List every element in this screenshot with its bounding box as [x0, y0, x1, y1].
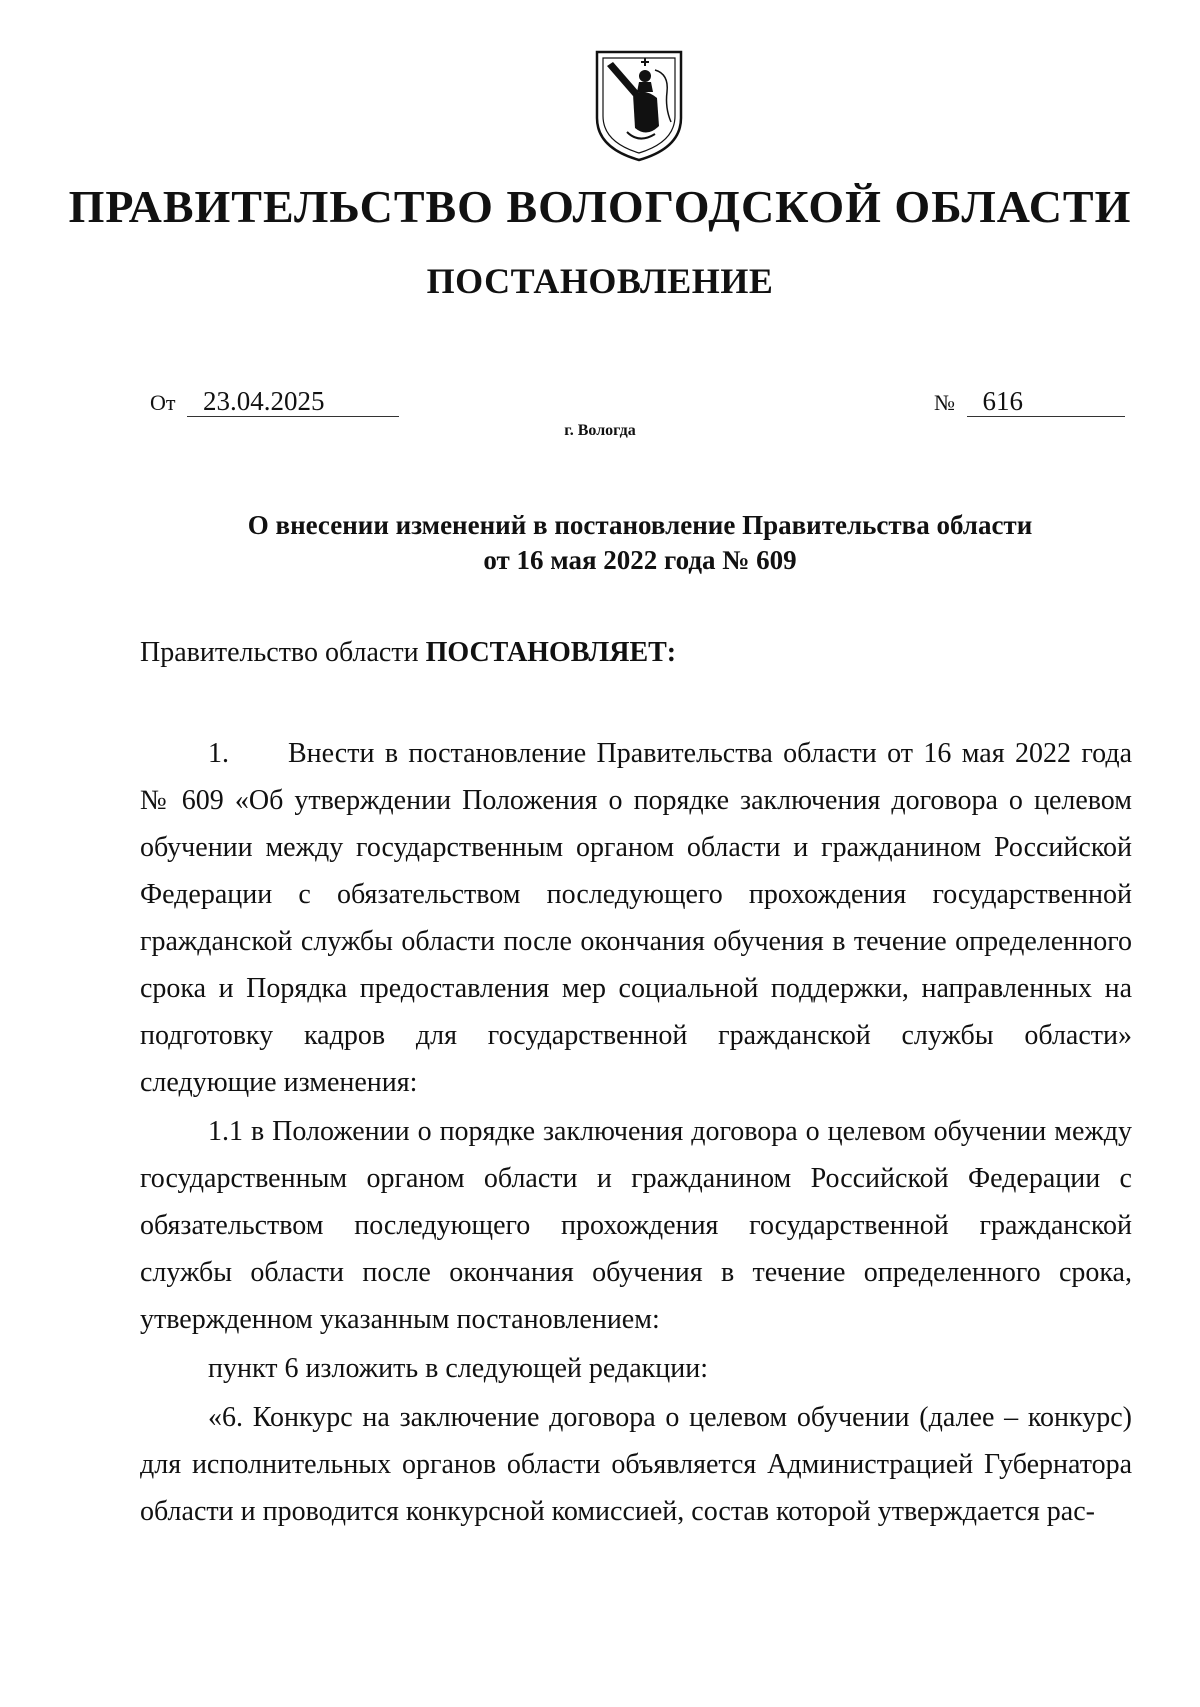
organization-title: ПРАВИТЕЛЬСТВО ВОЛОГОДСКОЙ ОБЛАСТИ [68, 181, 1132, 232]
preamble-emphasis: ПОСТАНОВЛЯЕТ: [425, 637, 677, 668]
paragraph-amendment-intro: пункт 6 изложить в следующей редакции: [208, 1353, 708, 1384]
paragraph-1-1: 1.1 в Положении о порядке заключения договора о целевом обучении между государственным органом области и гражданином Российской Федерации с обязательством последующего прохождения государственной гражданской службы области после окончания обучения в течение определенного срока, утвержденном указанным постановлением: [140, 1116, 1132, 1335]
document-type-title: ПОСТАНОВЛЕНИЕ [426, 261, 774, 301]
number-prefix-label: № [934, 390, 955, 415]
vologda-coat-of-arms-icon [593, 48, 685, 164]
paragraph-6-new-text: «6. Конкурс на заключение договора о целевом обучении (далее – конкурс) для исполнительных органов области объявляется Администрацией Губернатора области и проводится конкурсной комиссией, состав которой утверждается рас- [140, 1402, 1132, 1527]
subject-line-2: от 16 мая 2022 года № 609 [483, 545, 797, 575]
document-body [140, 730, 1132, 1535]
preamble-text: Правительство области [140, 637, 426, 668]
paragraph-1-number: 1. [208, 738, 229, 769]
document-number-field [934, 386, 1125, 417]
document-date-field [150, 386, 399, 417]
preamble [140, 637, 676, 669]
paragraph-1 [140, 730, 1132, 1106]
subject-line-1: О внесении изменений в постановление Правительства области [247, 510, 1033, 540]
document-subject [140, 508, 1140, 578]
paragraph-1-text: Внести в постановление Правительства области от 16 мая 2022 года № 609 «Об утверждении Положения о порядке заключения договора о целевом обучении между государственным органом области и гражданином Российской Федерации с обязательством последующего прохождения государственной гражданской службы области после окончания обучения в течение определенного срока и Порядка предоставления мер социальной поддержки, направленных на подготовку кадров для государственной гражданской службы области» следующие изменения: [140, 738, 1132, 1098]
city-label: г. Вологда [564, 422, 636, 439]
date-prefix-label: От [150, 390, 176, 415]
document-date-value: 23.04.2025 [187, 386, 399, 417]
document-number-value: 616 [967, 386, 1125, 417]
